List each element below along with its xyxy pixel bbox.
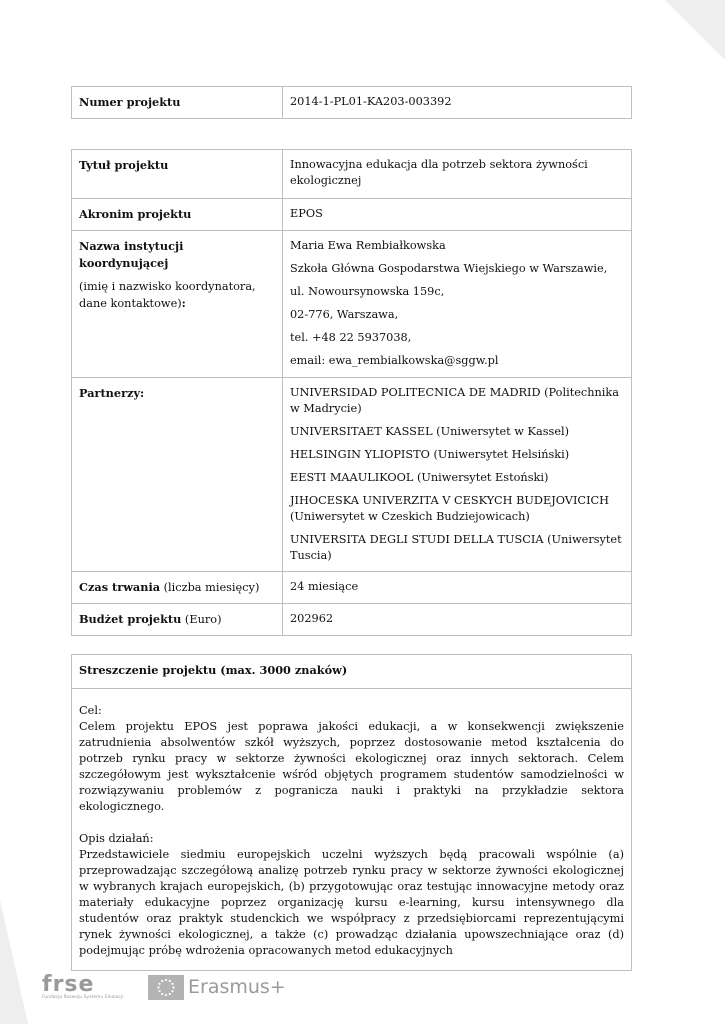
table-row (72, 150, 632, 199)
table-row (72, 689, 632, 971)
table-row (72, 378, 632, 572)
summary-table (71, 654, 632, 971)
duration-label-unit: (liczba miesięcy) (160, 581, 260, 594)
table-cell (72, 378, 283, 572)
coordinator-sublabel-colon: : (181, 296, 186, 310)
partner-item: JIHOCESKA UNIVERZITA V CESKYCH BUDEJOVICICH (Uniwersytet w Czeskich Budziejowicach) (290, 494, 610, 523)
erasmus-logo-text: Erasmus+ (188, 976, 286, 998)
duration-value: 24 miesiące (283, 572, 632, 604)
frse-subtitle: Fundacja Rozwoju Systemu Edukacji (42, 995, 124, 1000)
table-cell (72, 655, 632, 689)
table-row (72, 655, 632, 689)
table-row (72, 604, 632, 636)
frse-logo (42, 972, 124, 1003)
contact-line: tel. +48 22 5937038, (290, 331, 412, 344)
title-value: Innowacyjna edukacja dla potrzeb sektora żywności ekologicznej (283, 150, 632, 199)
partner-item: UNIVERSIDAD POLITECNICA DE MADRID (Politechnika w Madrycie) (290, 386, 620, 415)
budget-value: 202962 (283, 604, 632, 636)
summary-header: Streszczenie projektu (max. 3000 znaków) (79, 663, 348, 677)
project-details-table (71, 149, 632, 636)
contact-line: Maria Ewa Rembiałkowska (290, 239, 446, 252)
budget-label-unit: (Euro) (181, 613, 222, 626)
coordinator-label: Nazwa instytucji koordynującej (79, 239, 184, 270)
table-cell (72, 199, 283, 231)
eu-flag-icon (148, 975, 184, 1000)
project-number-label: Numer projektu (79, 95, 181, 109)
table-cell (72, 231, 283, 378)
corner-decoration (665, 0, 725, 60)
table-row (72, 572, 632, 604)
partner-item: UNIVERSITA DEGLI STUDI DELLA TUSCIA (Uniwersytet Tuscia) (290, 533, 622, 562)
table-cell (72, 87, 283, 119)
budget-label: Budżet projektu (79, 612, 182, 626)
duration-label: Czas trwania (79, 580, 161, 594)
contact-line: Szkoła Główna Gospodarstwa Wiejskiego w Warszawie, (290, 262, 608, 275)
summary-body (72, 689, 632, 971)
frse-mark: frse (42, 972, 95, 997)
partner-item: HELSINGIN YLIOPISTO (Uniwersytet Helsiński) (290, 448, 570, 461)
acronym-value: EPOS (283, 199, 632, 231)
partners-list (283, 378, 632, 572)
goal-text: Celem projektu EPOS jest poprawa jakości edukacji, a w konsekwencji zwiększenie zatrudnienia absolwentów szkół wyższych, poprzez dostosowanie metod kształcenia do potrzeb rynku pracy w sektorze żywności ekologicznej oraz innych sektorach. Celem szczegółowym jest wykształcenie wśród objętych programem studentów samodzielności w rozwiązywaniu problemów z pogranicza nauki i praktyki na przykładzie sektora ekologicznego. (79, 720, 624, 813)
acronym-label: Akronim projektu (79, 207, 192, 221)
partner-item: UNIVERSITAET KASSEL (Uniwersytet w Kassel) (290, 425, 570, 438)
contact-line: ul. Nowoursynowska 159c, (290, 285, 445, 298)
table-cell (72, 572, 283, 604)
spacer (79, 815, 624, 831)
corner-decoration (0, 900, 28, 1024)
actions-text: Przedstawiciele siedmiu europejskich uczelni wyższych będą pracowali wspólnie (a) przeprowadzając szczegółową analizę potrzeb rynku pracy w sektorze żywności ekologicznej w wybranych krajach europejskich, (b) przygotowując oraz testując innowacyjne metody oraz materiały edukacyjne poprzez organizację kursu e-learning, kursu intensywnego dla studentów oraz praktyk studenckich we współpracy z przedsiębiorcami reprezentującymi rynek żywności ekologicznej, a także (c) prowadząc działania upowszechniające oraz (d) podejmując próbę wdrożenia opracowanych metod edukacyjnych (79, 848, 624, 957)
table-cell (72, 150, 283, 199)
table-row (72, 199, 632, 231)
partner-item: EESTI MAAULIKOOL (Uniwersytet Estoński) (290, 471, 549, 484)
contact-line: 02-776, Warszawa, (290, 308, 399, 321)
partners-label: Partnerzy: (79, 386, 145, 400)
project-number-value: 2014-1-PL01-KA203-003392 (283, 87, 632, 119)
goal-heading: Cel: (79, 704, 102, 717)
title-label: Tytuł projektu (79, 158, 169, 172)
table-cell (72, 604, 283, 636)
table-row (72, 231, 632, 378)
coordinator-contact (283, 231, 632, 378)
table-row (72, 87, 632, 119)
contact-line: email: ewa_rembialkowska@sggw.pl (290, 354, 499, 367)
project-number-table (71, 86, 632, 119)
coordinator-sublabel: (imię i nazwisko koordynatora, dane kontaktowe) (79, 280, 256, 310)
actions-heading: Opis działań: (79, 832, 154, 845)
